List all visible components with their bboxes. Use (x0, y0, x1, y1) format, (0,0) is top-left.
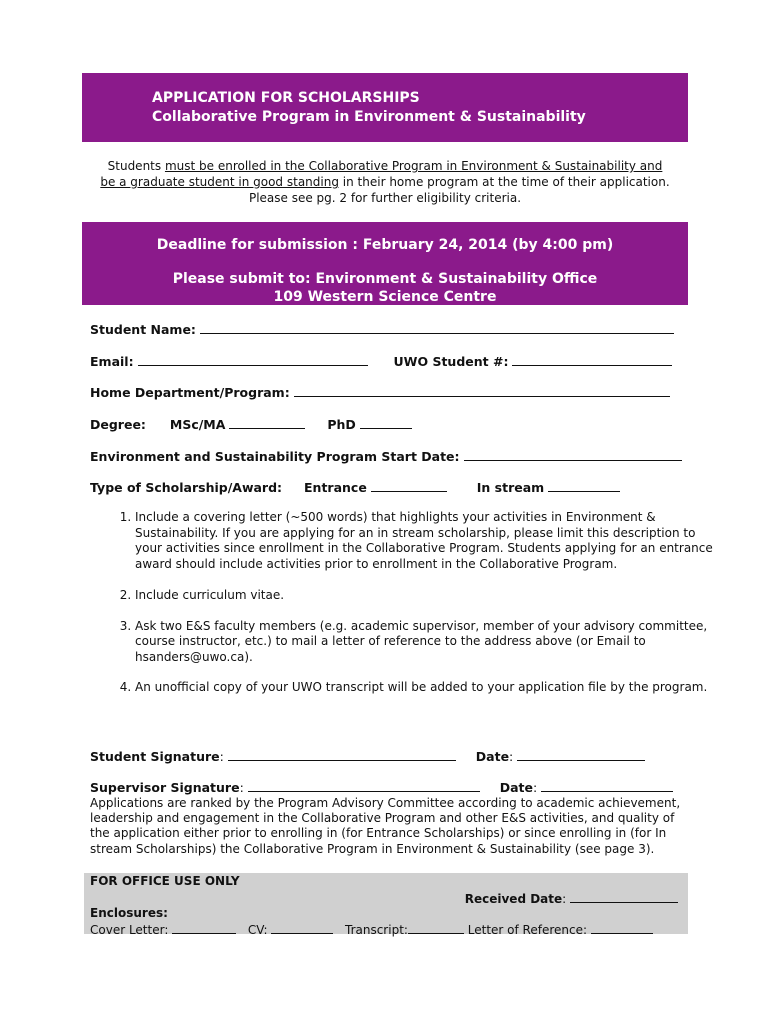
intro-prefix: Students (107, 159, 165, 173)
enclosures-label: Enclosures: (90, 906, 168, 920)
instruction-item: 1. Include a covering letter (~500 words) that highlights your activities in Environment & Sustainability. If you are applying for an in stream scholarship, please limit this description to your activities since enrollment in the Collaborative Program. Students applying for an entrance award should include activities prior to enrollment in the Collaborative Program. (135, 510, 725, 572)
received-date-row: Received Date: (465, 890, 678, 906)
cv-label: CV: (247, 923, 268, 937)
submit-address: 109 Western Science Centre (273, 289, 497, 305)
cover-letter-field[interactable] (172, 921, 236, 934)
intro-underlined-1: must be enrolled in the Collaborative Program in Environment & Sustainability and (164, 159, 663, 173)
letter-of-reference-label: Letter of Reference: (467, 923, 588, 937)
start-date-label: Environment and Sustainability Program Start Date: (90, 449, 460, 464)
msc-ma-field[interactable] (229, 416, 305, 429)
supervisor-date-label: Date (499, 780, 533, 795)
letter-of-reference-field[interactable] (591, 921, 653, 934)
student-date-field[interactable] (517, 748, 645, 761)
instruction-item: 4. An unofficial copy of your UWO transcript will be added to your application file by the program. (135, 680, 725, 696)
degree-label: Degree: (90, 417, 146, 432)
award-type-row (90, 479, 620, 495)
instruction-item: 2. Include curriculum vitae. (135, 588, 725, 604)
entrance-label: Entrance (304, 480, 367, 495)
student-date-label: Date (475, 749, 510, 764)
student-number-field[interactable] (512, 353, 672, 366)
form-subtitle: Collaborative Program in Environment & Sustainability (152, 109, 586, 125)
received-date-field[interactable] (570, 890, 678, 903)
instructions-list (90, 510, 725, 711)
office-use-section (84, 873, 688, 937)
student-name-row (90, 321, 674, 337)
supervisor-signature-row: Supervisor Signature: Date: (90, 779, 673, 795)
cover-letter-label: Cover Letter: (90, 923, 169, 937)
award-type-label: Type of Scholarship/Award: (90, 480, 283, 495)
student-name-label: Student Name: (90, 322, 196, 337)
student-signature-row: Student Signature: Date: (90, 748, 645, 764)
home-department-row (90, 384, 670, 400)
deadline-text: Deadline for submission : February 24, 2014 (by 4:00 pm) (156, 237, 614, 253)
degree-row (90, 416, 412, 432)
instruction-item: 3. Ask two E&S faculty members (e.g. academic supervisor, member of your advisory committee, course instructor, etc.) to mail a letter of reference to the address above (or Email to hsanders@uwo.ca). (135, 619, 725, 666)
phd-label: PhD (327, 417, 356, 432)
eligibility-intro (82, 158, 688, 206)
student-signature-field[interactable] (228, 748, 456, 761)
student-signature-label: Student Signature (90, 749, 220, 764)
transcript-field[interactable] (408, 921, 464, 934)
header-band (82, 73, 688, 142)
email-field[interactable] (138, 353, 368, 366)
home-department-field[interactable] (294, 384, 670, 397)
student-name-field[interactable] (200, 321, 674, 334)
office-heading: FOR OFFICE USE ONLY (90, 874, 240, 888)
supervisor-signature-field[interactable] (248, 779, 480, 792)
submit-to-text: Please submit to: Environment & Sustainability Office (172, 271, 598, 287)
in-stream-field[interactable] (548, 479, 620, 492)
ranking-note: Applications are ranked by the Program Advisory Committee according to academic achievement, leadership and engagement in the Collaborative Program and other E&S activities, and quality of the application either prior to enrolling in (for Entrance Scholarships) or since enrolling in (for In stream Scholarships) the Collaborative Program in Environment & Sustainability (see page 3). (90, 796, 681, 856)
supervisor-signature-label: Supervisor Signature (90, 780, 240, 795)
phd-field[interactable] (360, 416, 412, 429)
supervisor-date-field[interactable] (541, 779, 673, 792)
deadline-band (82, 222, 688, 305)
form-title: APPLICATION FOR SCHOLARSHIPS (152, 90, 420, 106)
email-label: Email: (90, 354, 134, 369)
msc-ma-label: MSc/MA (169, 417, 226, 432)
enclosures-row (90, 921, 653, 937)
intro-rest: in their home program at the time of their application. Please see pg. 2 for further eligibility criteria. (248, 175, 670, 205)
in-stream-label: In stream (476, 480, 545, 495)
received-date-label: Received Date (464, 892, 563, 906)
email-row (90, 353, 672, 369)
intro-underlined-2: be a graduate student in good standing (100, 175, 339, 189)
start-date-field[interactable] (464, 448, 682, 461)
transcript-label: Transcript: (345, 923, 408, 937)
student-number-label: UWO Student #: (393, 354, 509, 369)
cv-field[interactable] (271, 921, 333, 934)
entrance-field[interactable] (371, 479, 447, 492)
start-date-row (90, 448, 682, 464)
home-department-label: Home Department/Program: (90, 385, 290, 400)
